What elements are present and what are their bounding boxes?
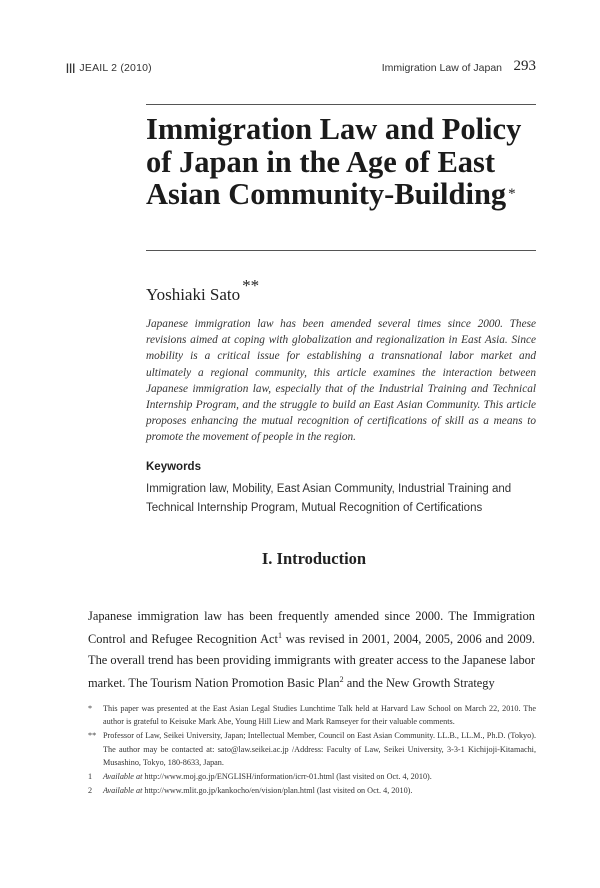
footnote-ref-2: 2 xyxy=(339,674,344,684)
footnote-mark: 1 xyxy=(88,772,93,782)
keywords-list: Immigration law, Mobility, East Asian Community, Industrial Training and Technical Internship Program, Mutual Recognition of Certifications xyxy=(146,483,512,514)
article-title-text: Immigration Law and Policy of Japan in the Age of East Asian Community-Building xyxy=(146,112,522,211)
footnote-italic-prefix: Available at xyxy=(103,772,143,782)
footnote-mark: * xyxy=(88,704,93,713)
footnote-text: http://www.moj.go.jp/ENGLISH/information/icrr-01.html (last visited on Oct. 4, 2010). xyxy=(142,772,432,782)
journal-marker-icon: ||| xyxy=(66,62,76,74)
running-title: Immigration Law of Japan xyxy=(381,62,502,74)
title-footnote-mark: * xyxy=(508,186,516,202)
footnote-ref-1: 1 xyxy=(277,631,282,641)
footnote-mark: ** xyxy=(88,731,97,741)
author-line xyxy=(146,276,259,305)
footnote-text: http://www.mlit.go.jp/kankocho/en/vision/plan.html (last visited on Oct. 4, 2010). xyxy=(142,786,413,796)
journal-id xyxy=(66,62,152,74)
page-number: 293 xyxy=(513,58,536,74)
section-heading: I. Introduction xyxy=(261,549,367,568)
title-rule-top xyxy=(146,104,536,105)
footnote xyxy=(88,770,536,783)
article-title xyxy=(146,113,541,211)
body-text-part: Japanese immigration law has been frequently amended since 2000. The Immigration Control and Refugee Recognition Act xyxy=(88,609,535,647)
footnote xyxy=(88,729,536,769)
footnote xyxy=(88,784,536,797)
page-header xyxy=(66,58,536,80)
footnote-italic-prefix: Available at xyxy=(103,786,143,796)
body-paragraph xyxy=(88,606,535,693)
title-rule-bottom xyxy=(146,250,536,251)
footnote-mark: 2 xyxy=(88,786,93,796)
author-footnote-mark: ** xyxy=(242,276,260,295)
abstract: Japanese immigration law has been amended several times since 2000. These revisions aimed at coping with globalization and regionalization in East Asia. Since mobility is a critical issue for establishing a transnational labor market and ultimately a regional community, this article examines the interaction between Japanese immigration law, especially that of the Industrial Training and Technical Internship Program, and the struggle to build an East Asian Community. This article proposes enhancing the mutual recognition of certifications of skill as a means to promote the movement of people in the region. xyxy=(146,318,536,444)
footnote-text: Professor of Law, Seikei University, Japan; Intellectual Member, Council on East Asian Community. LL.B., LL.M., Ph.D. (Tokyo). The author may be contacted at: sato@law.seikei.ac.jp /Address: Faculty of Law, Seikei University, 3-3-1 Kichijoji-Kitamachi, Musashino, Tokyo, 180-8633, Japan. xyxy=(103,731,536,767)
author-name: Yoshiaki Sato xyxy=(146,285,241,304)
keywords-heading: Keywords xyxy=(146,461,201,473)
body-text-part: and the New Growth Strategy xyxy=(343,675,495,690)
footnotes xyxy=(88,702,536,798)
footnote-text: This paper was presented at the East Asian Legal Studies Lunchtime Talk held at Harvard Law School on March 22, 2010. The author is grateful to Keisuke Mark Abe, Young Hill Liew and Mark Ramseyer for their valuable comments. xyxy=(103,704,536,727)
body-text-part: was revised in 2001, 2004, 2005, 2006 and 2009. The overall trend has been providing immigrants with greater access to the Japanese labor market. The Tourism Nation Promotion Basic Plan xyxy=(88,632,535,690)
footnote xyxy=(88,702,536,728)
journal-id-text: JEAIL 2 (2010) xyxy=(79,62,152,74)
